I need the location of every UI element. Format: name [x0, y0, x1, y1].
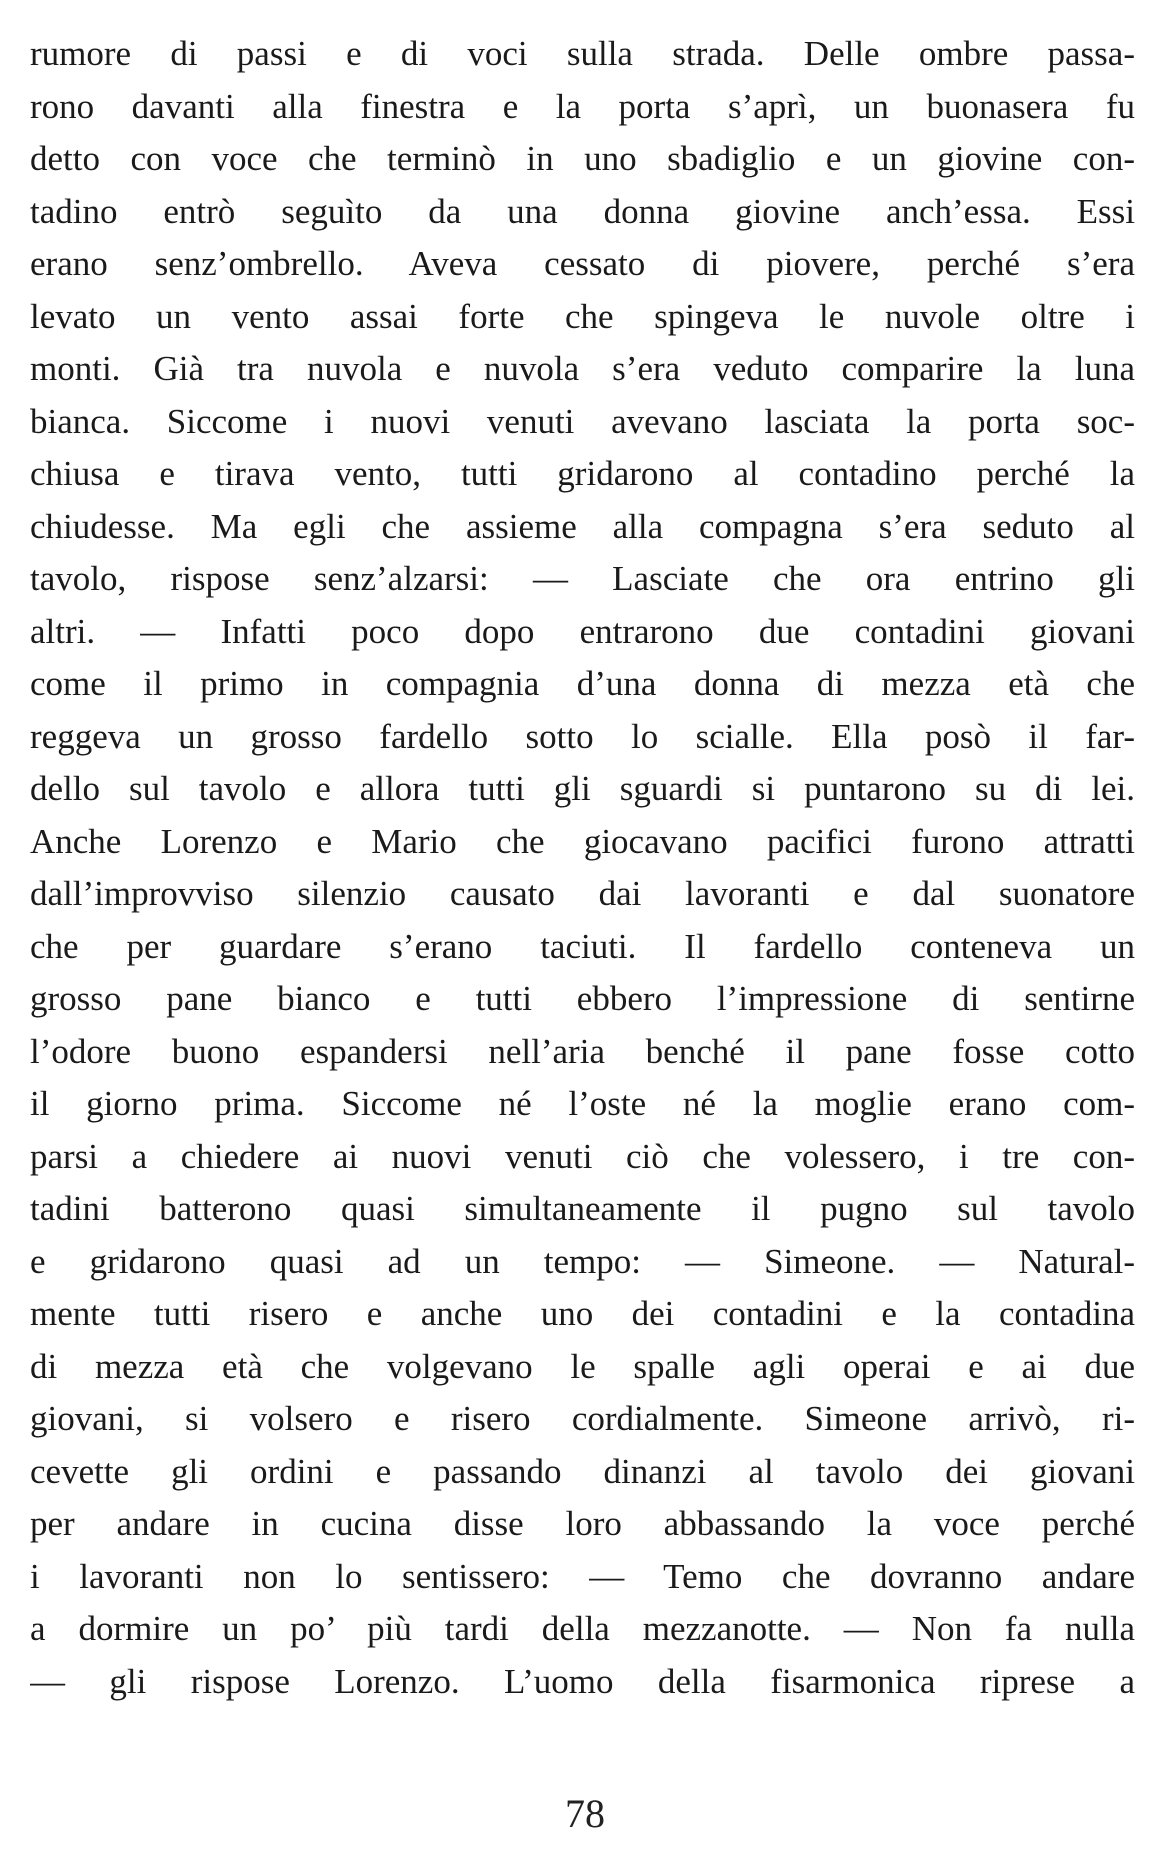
text-line: reggeva un grosso fardello sotto lo scialle. Ella posò il far-: [30, 716, 1135, 756]
body-text: [30, 28, 1135, 1708]
text-line: erano senz’ombrello. Aveva cessato di piovere, perché s’era: [30, 244, 1135, 283]
text-line: l’odore buono espandersi nell’aria benché il pane fosse cotto: [30, 1031, 1135, 1071]
text-line: che per guardare s’erano taciuti. Il fardello conteneva un: [30, 926, 1135, 966]
text-line: per andare in cucina disse loro abbassando la voce perché: [30, 1504, 1135, 1543]
text-line: altri. — Infatti poco dopo entrarono due contadini giovani: [30, 611, 1135, 651]
text-line: levato un vento assai forte che spingeva le nuvole oltre i: [30, 296, 1135, 336]
text-line: chiudesse. Ma egli che assieme alla compagna s’era seduto al: [30, 506, 1135, 546]
text-line: di mezza età che volgevano le spalle agli operai e ai due: [30, 1346, 1135, 1386]
text-line: — gli rispose Lorenzo. L’uomo della fisarmonica riprese a: [30, 1661, 1135, 1701]
text-line: cevette gli ordini e passando dinanzi al tavolo dei giovani: [30, 1451, 1135, 1491]
text-line: detto con voce che terminò in uno sbadiglio e un giovine con-: [30, 139, 1135, 178]
text-line: a dormire un po’ più tardi della mezzanotte. — Non fa nulla: [30, 1609, 1135, 1648]
text-line: parsi a chiedere ai nuovi venuti ciò che volessero, i tre con-: [30, 1136, 1135, 1176]
text-line: dall’improvviso silenzio causato dai lavoranti e dal suonatore: [30, 874, 1135, 913]
text-line: il giorno prima. Siccome né l’oste né la moglie erano com-: [30, 1084, 1135, 1123]
text-line: tavolo, rispose senz’alzarsi: — Lasciate che ora entrino gli: [30, 559, 1135, 598]
text-line: i lavoranti non lo sentissero: — Temo che dovranno andare: [30, 1556, 1135, 1596]
text-line: rumore di passi e di voci sulla strada. Delle ombre passa-: [30, 34, 1135, 73]
text-line: tadino entrò seguìto da una donna giovine anch’essa. Essi: [30, 191, 1135, 231]
text-line: giovani, si volsero e risero cordialmente. Simeone arrivò, ri-: [30, 1399, 1135, 1438]
text-line: bianca. Siccome i nuovi venuti avevano lasciata la porta soc-: [30, 401, 1135, 441]
text-line: chiusa e tirava vento, tutti gridarono al contadino perché la: [30, 454, 1135, 493]
text-line: grosso pane bianco e tutti ebbero l’impressione di sentirne: [30, 979, 1135, 1018]
text-line: rono davanti alla finestra e la porta s’aprì, un buonasera fu: [30, 86, 1135, 126]
text-line: tadini batterono quasi simultaneamente il pugno sul tavolo: [30, 1189, 1135, 1228]
text-line: come il primo in compagnia d’una donna di mezza età che: [30, 664, 1135, 703]
text-line: dello sul tavolo e allora tutti gli sguardi si puntarono su di lei.: [30, 769, 1135, 808]
page-number: 78: [565, 1791, 605, 1836]
text-line: e gridarono quasi ad un tempo: — Simeone. — Natural-: [30, 1241, 1135, 1281]
text-line: monti. Già tra nuvola e nuvola s’era veduto comparire la luna: [30, 349, 1135, 388]
text-line: mente tutti risero e anche uno dei contadini e la contadina: [30, 1294, 1135, 1333]
text-line: Anche Lorenzo e Mario che giocavano pacifici furono attratti: [30, 821, 1135, 861]
